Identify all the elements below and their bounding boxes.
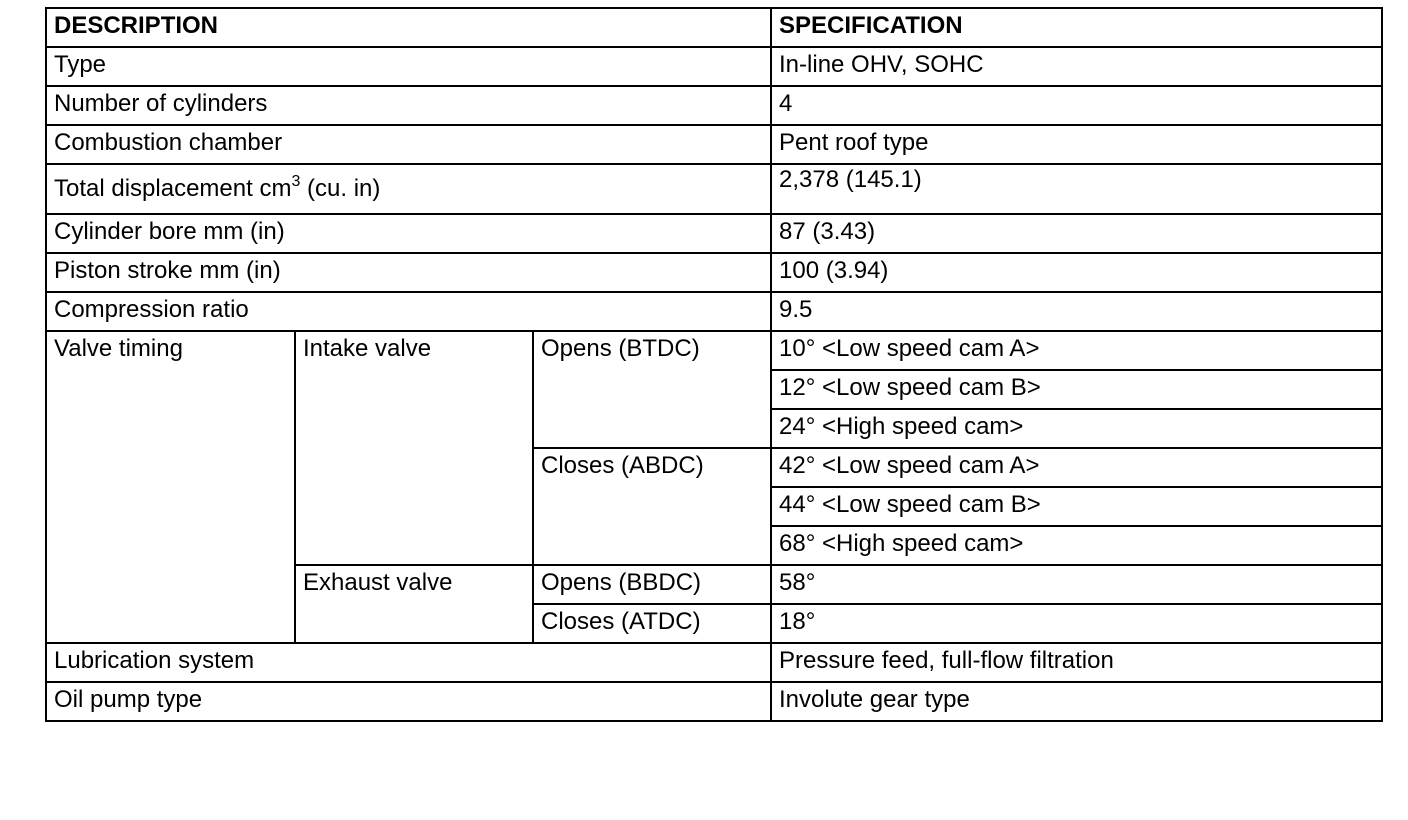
cylinders-label: Number of cylinders <box>46 86 771 125</box>
oil-pump-value: Involute gear type <box>771 682 1382 721</box>
combustion-chamber-value: Pent roof type <box>771 125 1382 164</box>
exhaust-closes-label: Closes (ATDC) <box>533 604 771 643</box>
intake-closes-label: Closes (ABDC) <box>533 448 771 565</box>
specification-header: SPECIFICATION <box>771 8 1382 47</box>
table-row <box>46 47 1382 86</box>
cylinders-value: 4 <box>771 86 1382 125</box>
engine-specification-table <box>45 7 1383 722</box>
combustion-chamber-label: Combustion chamber <box>46 125 771 164</box>
lubrication-value: Pressure feed, full-flow filtration <box>771 643 1382 682</box>
intake-opens-value: 10° <Low speed cam A> <box>771 331 1382 370</box>
bore-label: Cylinder bore mm (in) <box>46 214 771 253</box>
table-row <box>46 214 1382 253</box>
table-row <box>46 331 1382 370</box>
table-header-row <box>46 8 1382 47</box>
intake-opens-value: 24° <High speed cam> <box>771 409 1382 448</box>
exhaust-opens-label: Opens (BBDC) <box>533 565 771 604</box>
exhaust-valve-label: Exhaust valve <box>295 565 533 643</box>
description-header: DESCRIPTION <box>46 8 771 47</box>
intake-opens-label: Opens (BTDC) <box>533 331 771 448</box>
valve-timing-label: Valve timing <box>46 331 295 643</box>
lubrication-label: Lubrication system <box>46 643 771 682</box>
exhaust-closes-value: 18° <box>771 604 1382 643</box>
displacement-label-superscript: 3 <box>291 173 301 190</box>
stroke-value: 100 (3.94) <box>771 253 1382 292</box>
intake-closes-value: 44° <Low speed cam B> <box>771 487 1382 526</box>
bore-value: 87 (3.43) <box>771 214 1382 253</box>
table-row <box>46 253 1382 292</box>
table-row <box>46 292 1382 331</box>
compression-label: Compression ratio <box>46 292 771 331</box>
displacement-label-unit: (cu. in) <box>300 175 381 202</box>
intake-valve-label: Intake valve <box>295 331 533 565</box>
table-row <box>46 164 1382 214</box>
intake-opens-value: 12° <Low speed cam B> <box>771 370 1382 409</box>
table-row <box>46 86 1382 125</box>
intake-closes-value: 68° <High speed cam> <box>771 526 1382 565</box>
oil-pump-label: Oil pump type <box>46 682 771 721</box>
type-value: In-line OHV, SOHC <box>771 47 1382 86</box>
displacement-label <box>46 164 771 214</box>
exhaust-opens-value: 58° <box>771 565 1382 604</box>
compression-value: 9.5 <box>771 292 1382 331</box>
type-label: Type <box>46 47 771 86</box>
table-row <box>46 643 1382 682</box>
table-row <box>46 682 1382 721</box>
stroke-label: Piston stroke mm (in) <box>46 253 771 292</box>
intake-closes-value: 42° <Low speed cam A> <box>771 448 1382 487</box>
displacement-label-text: Total displacement cm <box>54 175 292 202</box>
displacement-value: 2,378 (145.1) <box>771 164 1382 214</box>
table-row <box>46 125 1382 164</box>
